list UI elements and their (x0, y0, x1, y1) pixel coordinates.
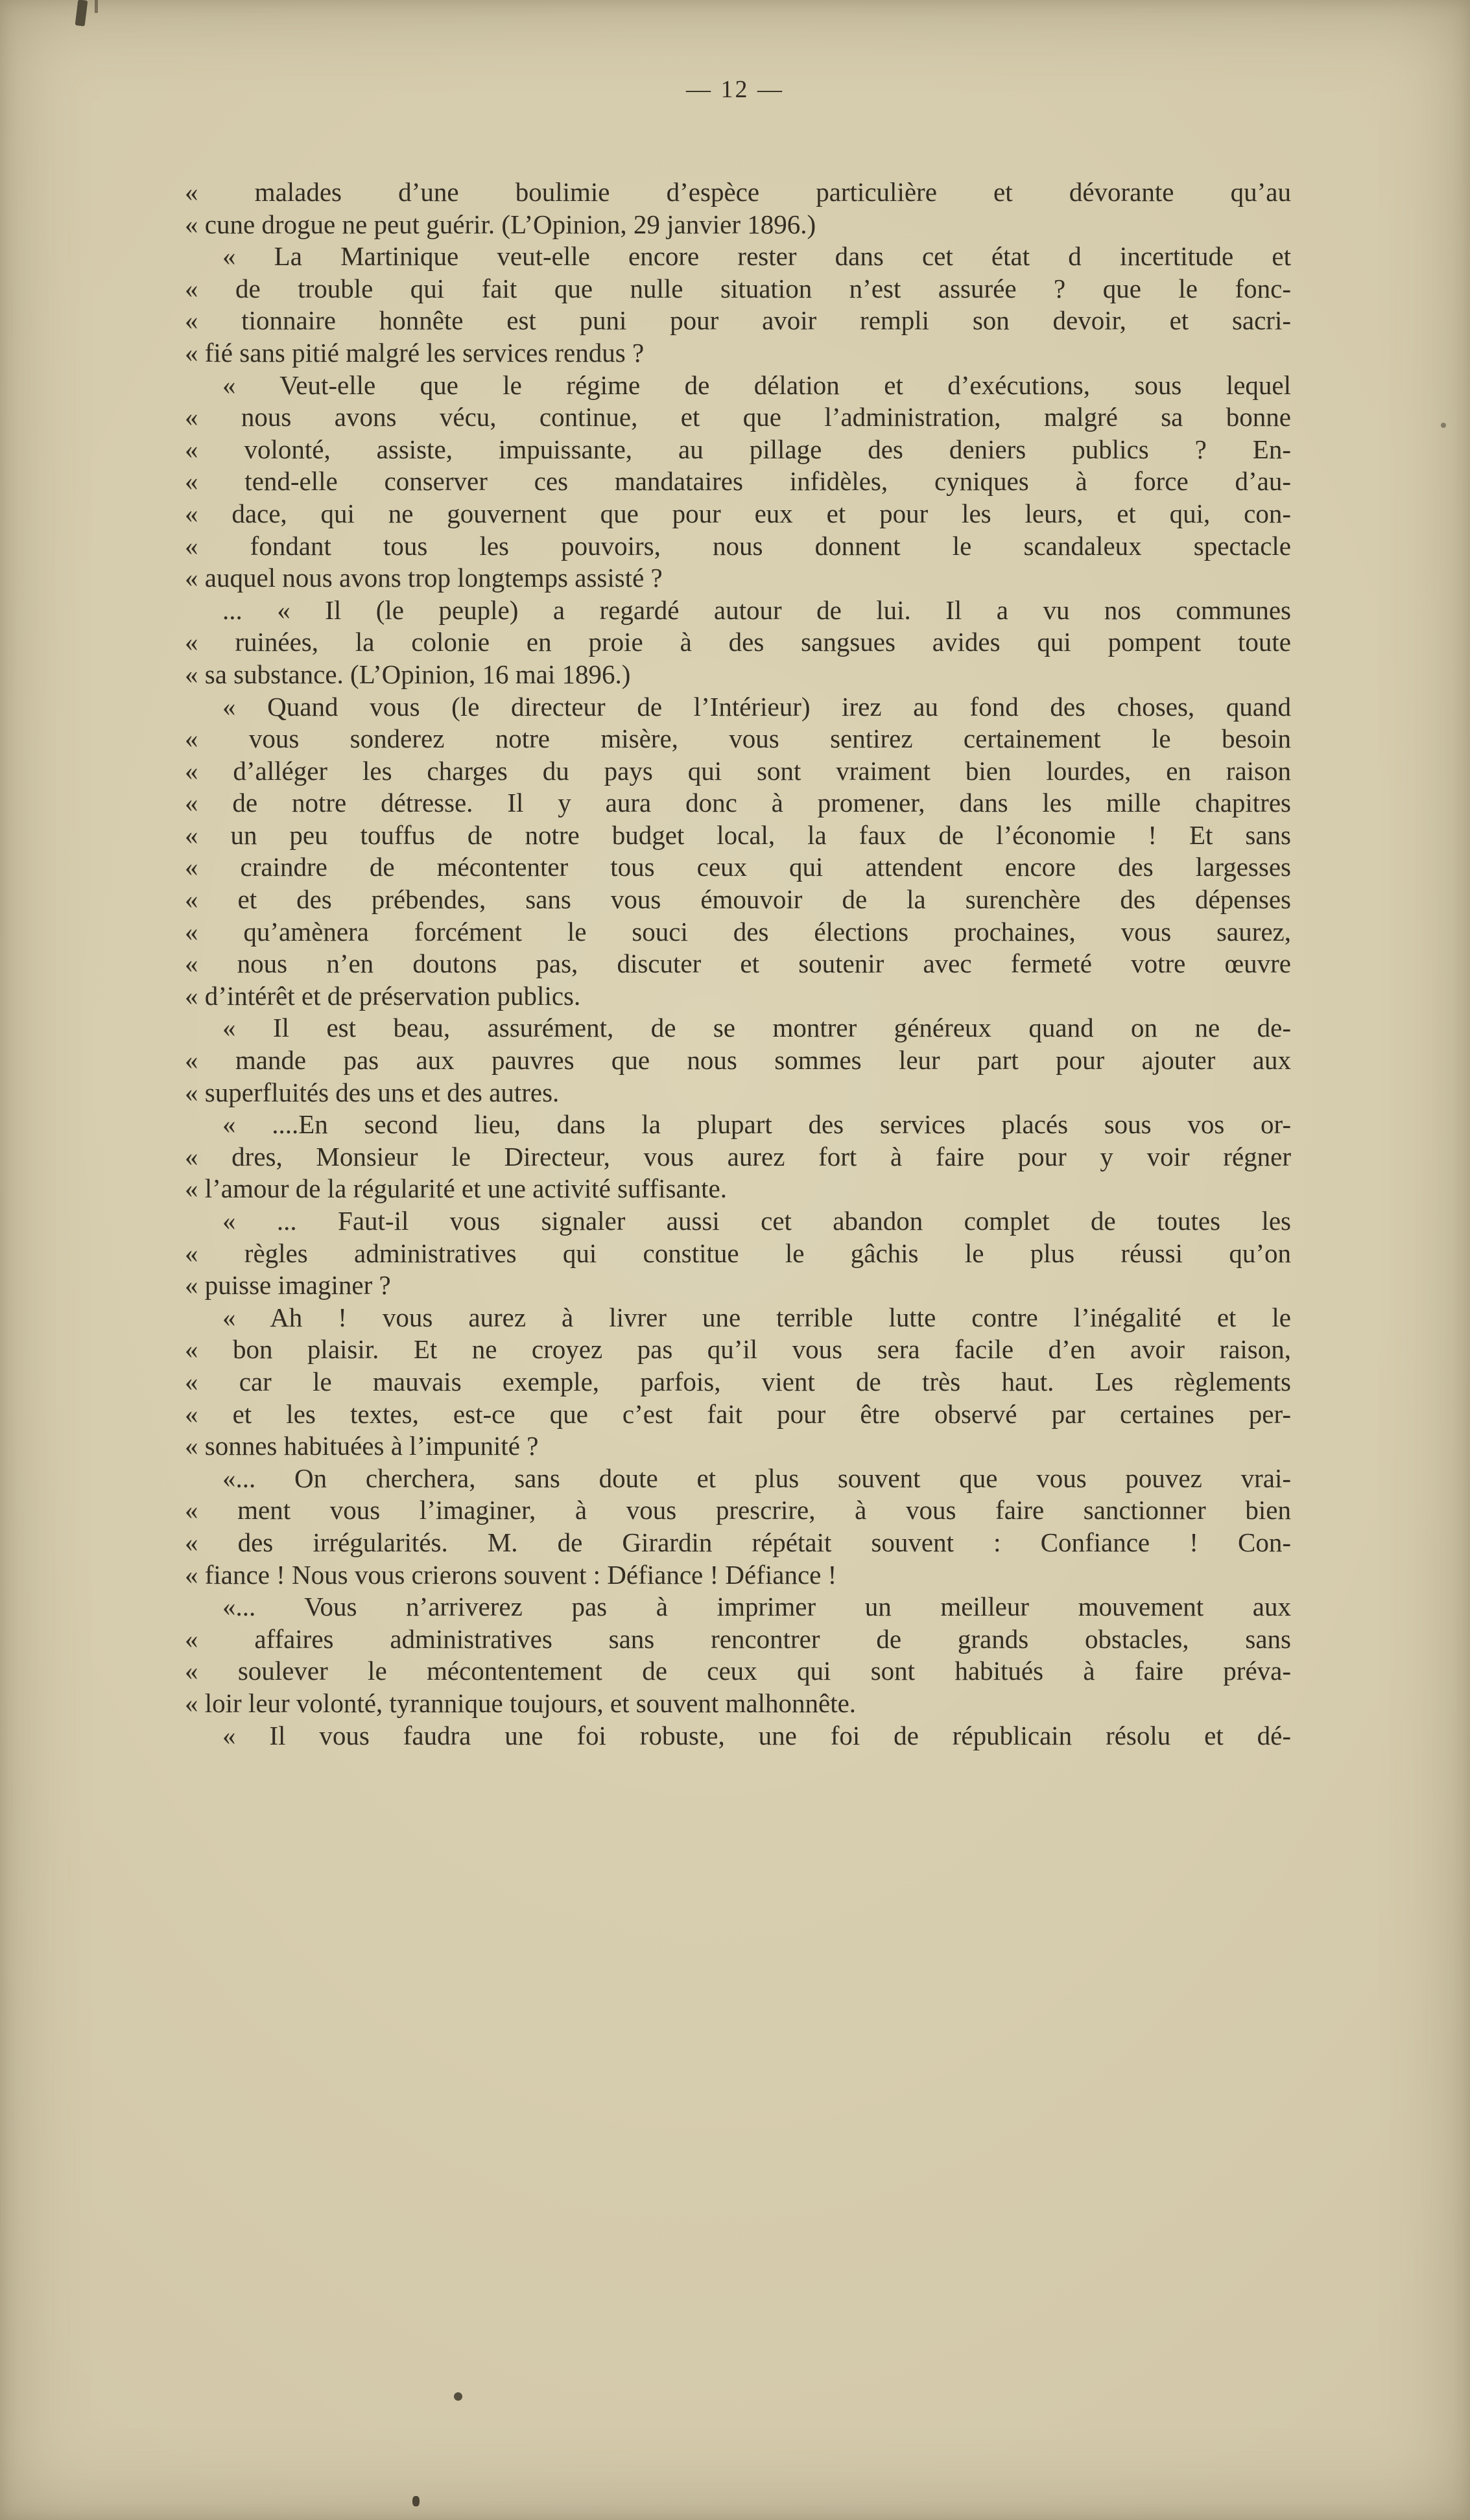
text-line: « règles administratives qui constitue le gâchis le plus réussi qu’on (185, 1238, 1291, 1268)
text-line: « Veut-elle que le régime de délation et d’exécutions, sous lequel (222, 370, 1291, 400)
text-line: « bon plaisir. Et ne croyez pas qu’il vous sera facile d’en avoir raison, (185, 1334, 1291, 1365)
text-line: « malades d’une boulimie d’espèce particulière et dévorante qu’au (185, 177, 1291, 207)
text-line: « affaires administratives sans rencontrer de grands obstacles, sans (185, 1623, 1291, 1654)
text-line: « Il vous faudra une foi robuste, une foi de républicain résolu et dé- (222, 1720, 1291, 1750)
scan-artifact-top-left-2 (95, 0, 98, 13)
text-line: « tionnaire honnête est puni pour avoir rempli son devoir, et sacri- (185, 305, 1291, 336)
text-line: « Il est beau, assurément, de se montrer généreux quand on ne de- (222, 1013, 1291, 1043)
text-line: « soulever le mécontentement de ceux qui sont habitués à faire préva- (185, 1656, 1291, 1686)
scan-artifact-top-left (75, 0, 88, 27)
scan-artifact-bottom-bullet (454, 2392, 462, 2401)
text-line: « fié sans pitié malgré les services rendus ? (185, 337, 645, 368)
text-line: « ....En second lieu, dans la plupart des services placés sous vos or- (222, 1109, 1291, 1140)
text-line: « craindre de mécontenter tous ceux qui attendent encore des largesses (185, 852, 1291, 882)
text-line: « de notre détresse. Il y aura donc à promener, dans les mille chapitres (185, 788, 1291, 818)
text-line: « et les textes, est-ce que c’est fait pour être observé par certaines per- (185, 1398, 1291, 1429)
text-line: « fondant tous les pouvoirs, nous donnent le scandaleux spectacle (185, 530, 1291, 561)
text-line: « ment vous l’imaginer, à vous prescrire, à vous faire sanctionner bien (185, 1495, 1291, 1525)
page-text (185, 176, 1291, 1752)
scan-artifact-margin-dot (1441, 423, 1446, 428)
text-line: « l’amour de la régularité et une activité suffisante. (185, 1173, 727, 1204)
text-line: « nous avons vécu, continue, et que l’administration, malgré sa bonne (185, 402, 1291, 432)
text-line: « sa substance. (L’Opinion, 16 mai 1896.) (185, 659, 631, 689)
text-line: « Quand vous (le directeur de l’Intérieur) irez au fond des choses, quand (222, 691, 1291, 722)
text-line: « et des prébendes, sans vous émouvoir de la surenchère des dépenses (185, 884, 1291, 915)
text-line: ... « Il (le peuple) a regardé autour de lui. Il a vu nos communes (222, 595, 1291, 625)
text-line: « volonté, assiste, impuissante, au pillage des deniers publics ? En- (185, 434, 1291, 464)
text-line: « cune drogue ne peut guérir. (L’Opinion, 29 janvier 1896.) (185, 209, 816, 239)
text-line: « ruinées, la colonie en proie à des sangsues avides qui pompent toute (185, 627, 1291, 657)
text-line: « puisse imaginer ? (185, 1270, 391, 1301)
scan-artifact-bottom-mark (412, 2496, 420, 2506)
text-line: « un peu touffus de notre budget local, la faux de l’économie ! Et sans (185, 819, 1291, 850)
text-line: « d’alléger les charges du pays qui sont vraiment bien lourdes, en raison (185, 755, 1291, 786)
text-line: « Ah ! vous aurez à livrer une terrible lutte contre l’inégalité et le (222, 1302, 1291, 1332)
text-line: «... Vous n’arriverez pas à imprimer un meilleur mouvement aux (222, 1592, 1291, 1622)
text-line: « ... Faut-il vous signaler aussi cet abandon complet de toutes les (222, 1206, 1291, 1236)
text-line: « dace, qui ne gouvernent que pour eux et pour les leurs, et qui, con- (185, 498, 1291, 528)
text-line: « des irrégularités. M. de Girardin répétait souvent : Confiance ! Con- (185, 1527, 1291, 1557)
text-line: « tend-elle conserver ces mandataires infidèles, cyniques à force d’au- (185, 466, 1291, 497)
page-number: — 12 — (686, 76, 784, 103)
text-line: « vous sonderez notre misère, vous sentirez certainement le besoin (185, 724, 1291, 754)
text-line: « d’intérêt et de préservation publics. (185, 980, 581, 1011)
text-line: « de trouble qui fait que nulle situation n’est assurée ? que le fonc- (185, 273, 1291, 303)
text-line: « dres, Monsieur le Directeur, vous aurez fort à faire pour y voir régner (185, 1141, 1291, 1172)
text-line: « sonnes habituées à l’impunité ? (185, 1431, 539, 1461)
text-line: « superfluités des uns et des autres. (185, 1077, 560, 1107)
text-line: « fiance ! Nous vous crierons souvent : Défiance ! Défiance ! (185, 1559, 837, 1590)
text-line: « car le mauvais exemple, parfois, vient de très haut. Les règlements (185, 1366, 1291, 1396)
text-line: « mande pas aux pauvres que nous sommes leur part pour ajouter aux (185, 1045, 1291, 1076)
text-line: «... On cherchera, sans doute et plus souvent que vous pouvez vrai- (222, 1463, 1291, 1493)
text-line: « nous n’en doutons pas, discuter et soutenir avec fermeté votre œuvre (185, 948, 1291, 979)
text-line: « auquel nous avons trop longtemps assisté ? (185, 563, 663, 593)
text-line: « loir leur volonté, tyrannique toujours, et souvent malhonnête. (185, 1688, 857, 1718)
text-line: « La Martinique veut-elle encore rester dans cet état d incertitude et (222, 241, 1291, 272)
text-line: « qu’amènera forcément le souci des élections prochaines, vous saurez, (185, 916, 1291, 947)
